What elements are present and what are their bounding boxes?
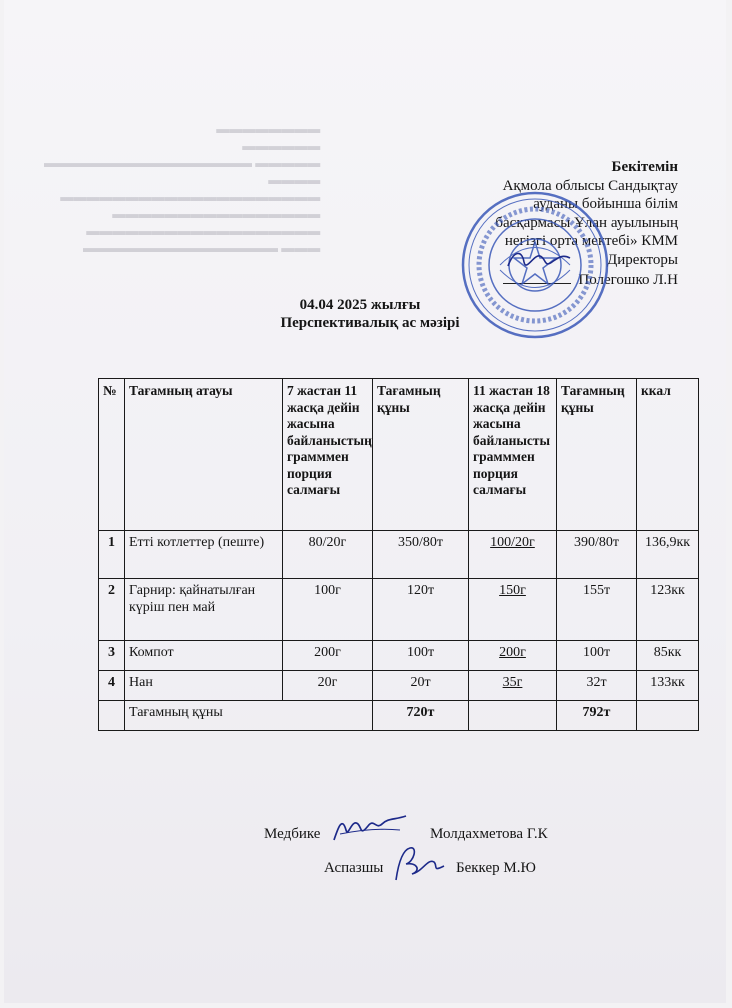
cook-name: Беккер М.Ю	[456, 860, 536, 876]
row-number: 1	[99, 531, 125, 579]
table-row	[99, 531, 699, 579]
total-price-junior: 720т	[373, 701, 469, 731]
row-number: 4	[99, 671, 125, 701]
menu-table	[98, 378, 699, 731]
dish-name: Компот	[125, 641, 283, 671]
dish-name: Нан	[125, 671, 283, 701]
column-header: 11 жастан 18 жасқа дейін жасына байланысты грамммен порция салмағы	[469, 379, 557, 531]
empty-cell	[637, 701, 699, 731]
nurse-role: Медбике	[264, 826, 321, 842]
portion-weight-senior: 35г	[469, 671, 557, 701]
table-row	[99, 579, 699, 641]
portion-weight-senior: 100/20г	[469, 531, 557, 579]
director-name: Полегошко Л.Н	[578, 272, 678, 288]
nurse-name: Молдахметова Г.К	[430, 826, 548, 842]
column-header: Тағамның құны	[557, 379, 637, 531]
empty-cell	[469, 701, 557, 731]
approval-heading: Бекітемін	[611, 159, 678, 175]
price-senior: 32т	[557, 671, 637, 701]
empty-cell	[99, 701, 125, 731]
column-header: Тағамның құны	[373, 379, 469, 531]
bleed-through-text: ▬▬▬▬▬▬▬▬ ▬▬▬▬▬▬ ▬▬▬▬▬ ▬▬▬▬▬▬▬▬▬▬▬▬▬▬▬▬ ▬▬▬▬ ▬▬▬▬▬▬▬▬▬▬▬▬▬▬▬▬▬▬▬▬ ▬▬▬▬▬▬▬▬▬▬▬▬▬▬▬▬ ▬▬▬▬▬▬▬▬▬▬▬▬▬▬▬▬▬▬ ▬▬▬ ▬▬▬▬▬▬▬▬▬▬▬▬▬▬▬	[44, 121, 321, 255]
menu-date: 04.04 2025 жылғы	[299, 297, 421, 313]
kcal-value: 133кк	[637, 671, 699, 701]
table-row	[99, 671, 699, 701]
approval-line: Директоры	[607, 251, 678, 268]
portion-weight-junior: 80/20г	[283, 531, 373, 579]
approval-line: басқармасы Ұлан ауылының	[495, 214, 678, 231]
cook-signature-row	[324, 860, 383, 877]
kcal-value: 123кк	[637, 579, 699, 641]
cook-name-row	[456, 860, 536, 877]
cook-signature-icon	[388, 840, 448, 884]
total-label: Тағамның құны	[125, 701, 373, 731]
director-signature-icon	[504, 246, 574, 276]
portion-weight-senior: 200г	[469, 641, 557, 671]
column-header: Тағамның атауы	[125, 379, 283, 531]
price-senior: 155т	[557, 579, 637, 641]
kcal-value: 85кк	[637, 641, 699, 671]
document-page	[4, 0, 726, 1003]
approval-line: ауданы бойынша білім	[533, 196, 678, 212]
table-header-row	[99, 379, 699, 531]
price-senior: 390/80т	[557, 531, 637, 579]
total-price-senior: 792т	[557, 701, 637, 731]
column-header: ккал	[637, 379, 699, 531]
table-row	[99, 641, 699, 671]
price-senior: 100т	[557, 641, 637, 671]
title-block	[4, 296, 732, 332]
row-number: 2	[99, 579, 125, 641]
portion-weight-junior: 20г	[283, 671, 373, 701]
portion-weight-junior: 100г	[283, 579, 373, 641]
kcal-value: 136,9кк	[637, 531, 699, 579]
approval-line: негізгі орта мектебі» КММ	[504, 233, 678, 249]
table-total-row	[99, 701, 699, 731]
nurse-signature-row	[264, 826, 320, 843]
approval-line: Ақмола облысы Сандықтау	[502, 177, 678, 194]
price-junior: 20т	[373, 671, 469, 701]
portion-weight-senior: 150г	[469, 579, 557, 641]
dish-name: Етті котлеттер (пеште)	[125, 531, 283, 579]
price-junior: 120т	[373, 579, 469, 641]
row-number: 3	[99, 641, 125, 671]
portion-weight-junior: 200г	[283, 641, 373, 671]
column-header: 7 жастан 11 жасқа дейін жасына байланыстың грамммен порция салмағы	[283, 379, 373, 531]
menu-title: Перспективалық ас мәзірі	[280, 315, 460, 331]
price-junior: 100т	[373, 641, 469, 671]
column-header: №	[99, 379, 125, 531]
cook-role: Аспазшы	[324, 860, 384, 876]
price-junior: 350/80т	[373, 531, 469, 579]
dish-name: Гарнир: қайнатылған күріш пен май	[125, 579, 283, 641]
